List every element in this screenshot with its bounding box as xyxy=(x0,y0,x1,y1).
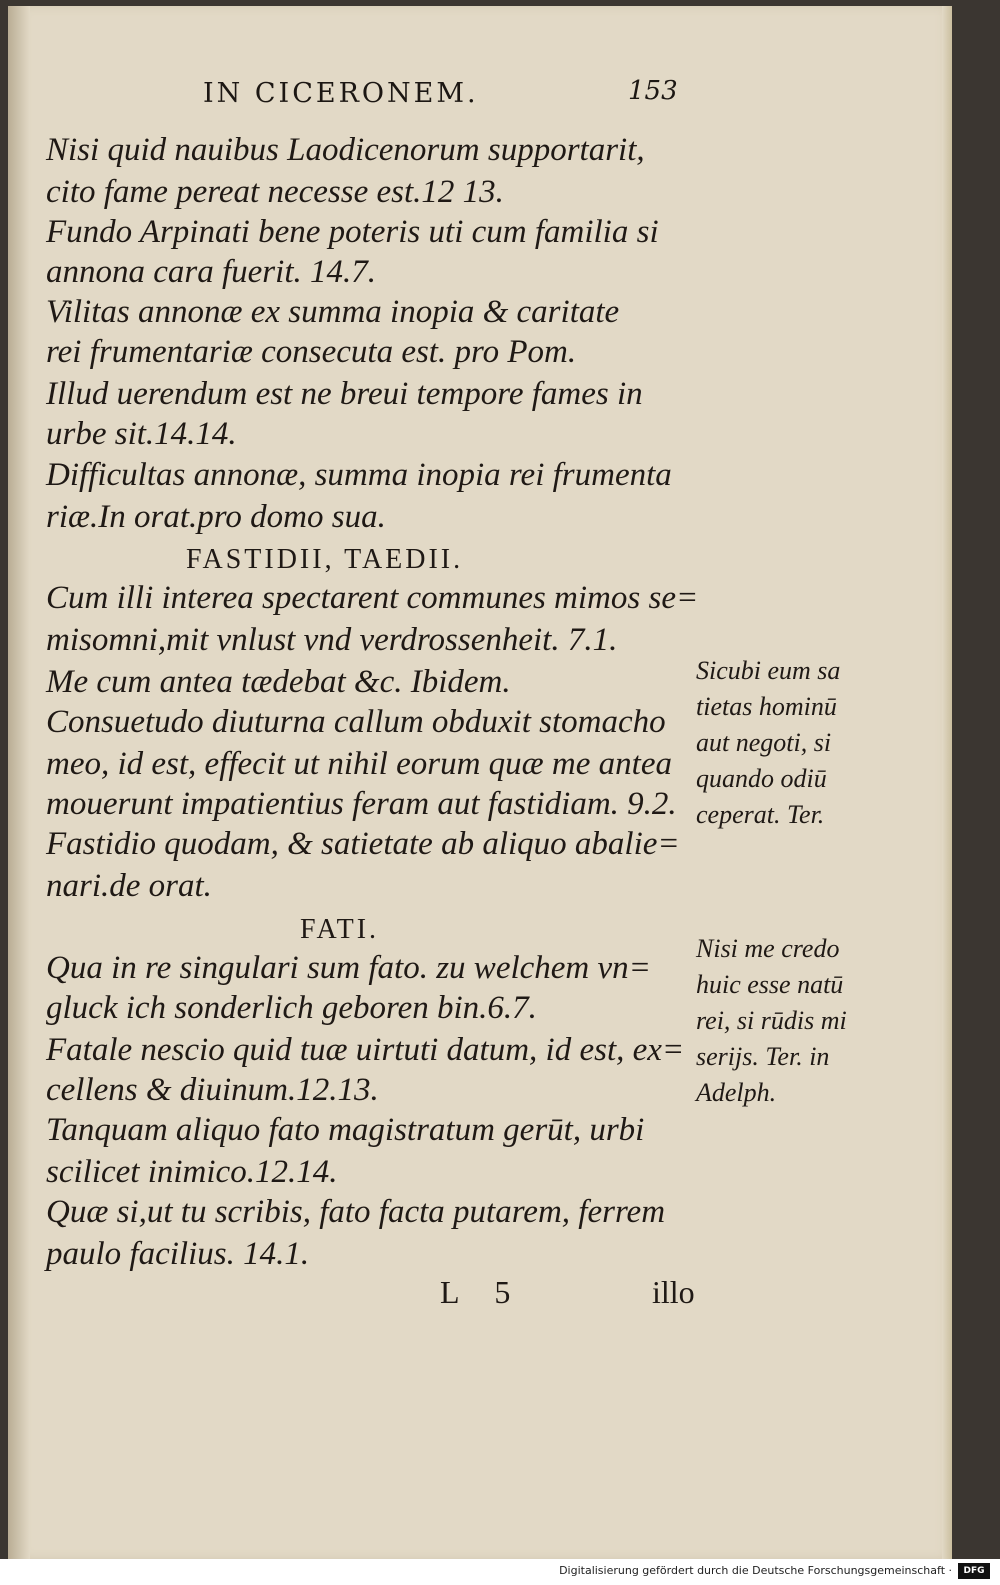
text-line: Qua in re singulari sum fato. zu welchem vn= xyxy=(46,950,651,986)
text-line: Consuetudo diuturna callum obduxit stomacho xyxy=(46,704,666,740)
digitization-footer xyxy=(0,1559,1000,1585)
text-line: cito fame pereat necesse est.12 13. xyxy=(46,174,504,210)
text-line: misomni,mit vnlust vnd verdrossenheit. 7.1. xyxy=(46,622,618,658)
signature-mark: L 5 xyxy=(440,1274,511,1310)
text-line: rei frumentariæ consecuta est. pro Pom. xyxy=(46,334,577,370)
margin-note-line: tietas hominū xyxy=(696,692,837,721)
text-line: Tanquam aliquo fato magistratum gerūt, urbi xyxy=(46,1112,645,1148)
book-page xyxy=(8,6,952,1559)
dfg-logo-icon: DFG xyxy=(958,1563,990,1579)
text-line: riæ.In orat.pro domo sua. xyxy=(46,499,386,535)
text-line: Illud uerendum est ne breui tempore fames in xyxy=(46,376,643,412)
footer-credit: Digitalisierung gefördert durch die Deutsche Forschungsgemeinschaft · xyxy=(559,1564,952,1577)
text-line: paulo facilius. 14.1. xyxy=(46,1236,310,1272)
margin-note-line: serijs. Ter. in xyxy=(696,1042,830,1071)
text-line: Nisi quid nauibus Laodicenorum supportarit, xyxy=(46,132,645,168)
margin-note-line: quando odiū xyxy=(696,764,827,793)
margin-note-line: aut negoti, si xyxy=(696,728,832,757)
text-line: Fastidio quodam, & satietate ab aliquo abalie= xyxy=(46,826,680,862)
text-line: meo, id est, effecit ut nihil eorum quæ me antea xyxy=(46,746,672,782)
margin-note-line: huic esse natū xyxy=(696,970,844,999)
catchword: illo xyxy=(652,1274,695,1310)
page-binding-shadow xyxy=(8,6,30,1559)
page-edge xyxy=(942,6,952,1559)
running-head: IN CICERONEM. xyxy=(203,78,479,109)
text-line: nari.de orat. xyxy=(46,868,212,904)
margin-note-line: Sicubi eum sa xyxy=(696,656,841,685)
text-line: gluck ich sonderlich geboren bin.6.7. xyxy=(46,990,537,1026)
margin-note-line: Adelph. xyxy=(696,1078,777,1107)
text-line: Me cum antea tædebat &c. Ibidem. xyxy=(46,664,511,700)
margin-note-line: ceperat. Ter. xyxy=(696,800,825,829)
section-heading-fastidii: FASTIDII, TAEDII. xyxy=(186,544,464,575)
text-line: Fundo Arpinati bene poteris uti cum familia si xyxy=(46,214,659,250)
margin-note-line: Nisi me credo xyxy=(696,934,840,963)
text-line: Quæ si,ut tu scribis, fato facta putarem, ferrem xyxy=(46,1194,666,1230)
text-line: Difficultas annonæ, summa inopia rei frumenta xyxy=(46,457,672,493)
text-line: annona cara fuerit. 14.7. xyxy=(46,254,376,290)
margin-note-line: rei, si rūdis mi xyxy=(696,1006,847,1035)
text-line: scilicet inimico.12.14. xyxy=(46,1154,338,1190)
text-line: Cum illi interea spectarent communes mimos se= xyxy=(46,580,699,616)
text-line: mouerunt impatientius feram aut fastidiam. 9.2. xyxy=(46,786,677,822)
text-line: Fatale nescio quid tuæ uirtuti datum, id est, ex= xyxy=(46,1032,685,1068)
text-line: cellens & diuinum.12.13. xyxy=(46,1072,379,1108)
text-line: Vilitas annonæ ex summa inopia & caritate xyxy=(46,294,620,330)
text-line: urbe sit.14.14. xyxy=(46,416,237,452)
page-number: 153 xyxy=(628,76,678,106)
section-heading-fati: FATI. xyxy=(300,914,380,945)
